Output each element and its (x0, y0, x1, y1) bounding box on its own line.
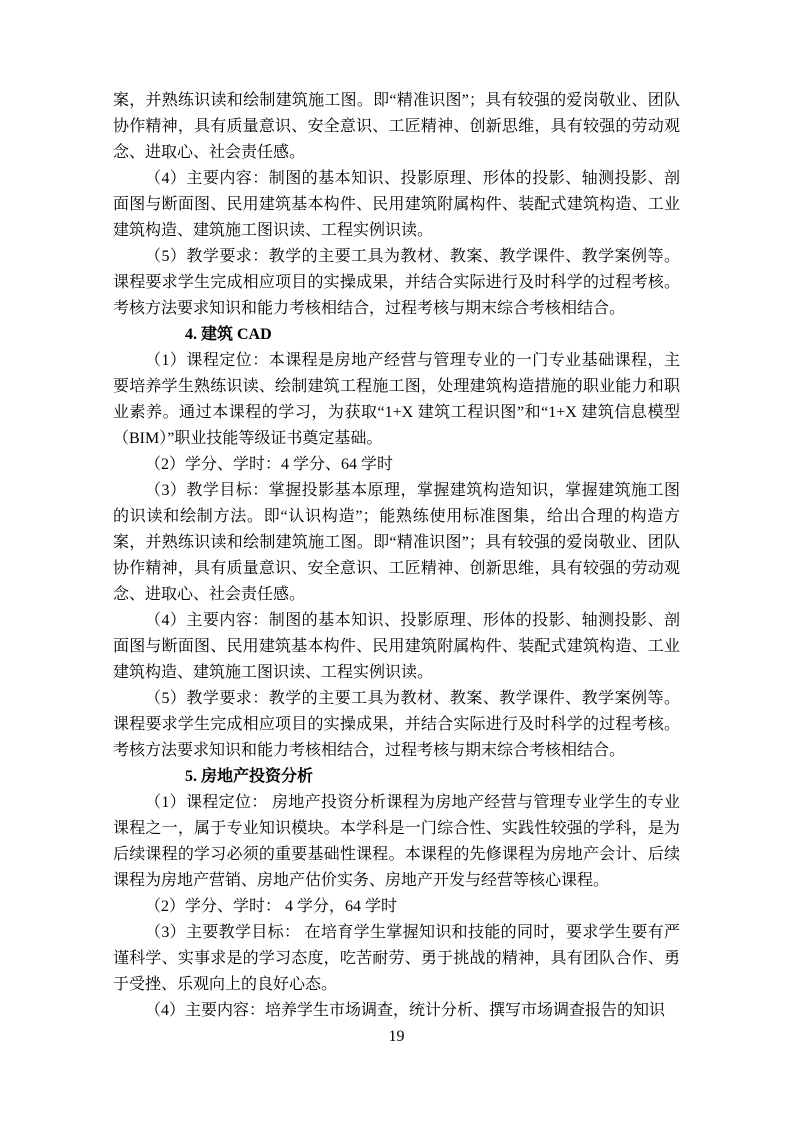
paragraph: （1）课程定位：本课程是房地产经营与管理专业的一门专业基础课程，主要培养学生熟练识读、绘制建筑工程施工图，处理建筑构造措施的职业能力和职业素养。通过本课程的学习，为获取“1+X 建筑工程识图”和“1+X 建筑信息模型（BIM）”职业技能等级证书奠定基础。 (113, 352, 680, 447)
paragraph: 案，并熟练识读和绘制建筑施工图。即“精准识图”；具有较强的爱岗敬业、团队协作精神，具有质量意识、安全意识、工匠精神、创新思维，具有较强的劳动观念、进取心、社会责任感。 (113, 92, 680, 161)
paragraph: （4）主要内容：制图的基本知识、投影原理、形体的投影、轴测投影、剖面图与断面图、民用建筑基本构件、民用建筑附属构件、装配式建筑构造、工业建筑构造、建筑施工图识读、工程实例识读。 (113, 612, 680, 681)
section-heading: 5. 房地产投资分析 (185, 768, 314, 785)
page-number: 19 (388, 1028, 405, 1045)
paragraph: （1）课程定位： 房地产投资分析课程为房地产经营与管理专业学生的专业课程之一，属于专业知识模块。本学科是一门综合性、实践性较强的学科，是为后续课程的学习必须的重要基础性课程。本课程的先修课程为房地产会计、后续课程为房地产营销、房地产估价实务、房地产开发与经营等核心课程。 (113, 794, 680, 889)
paragraph: （2）学分、学时：4 学分、64 学时 (145, 456, 394, 473)
section-heading: 4. 建筑 CAD (185, 326, 272, 343)
paragraph: （4）主要内容：制图的基本知识、投影原理、形体的投影、轴测投影、剖面图与断面图、民用建筑基本构件、民用建筑附属构件、装配式建筑构造、工业建筑构造、建筑施工图识读、工程实例识读。 (113, 170, 680, 239)
paragraph: （5）教学要求：教学的主要工具为教材、教案、教学课件、教学案例等。课程要求学生完成相应项目的实操成果，并结合实际进行及时科学的过程考核。考核方法要求知识和能力考核相结合，过程考核与期末综合考核相结合。 (113, 690, 680, 759)
paragraph: （3）教学目标：掌握投影基本原理，掌握建筑构造知识，掌握建筑施工图的识读和绘制方法。即“认识构造”；能熟练使用标准图集，给出合理的构造方案，并熟练识读和绘制建筑施工图。即“精准识图”；具有较强的爱岗敬业、团队协作精神，具有质量意识、安全意识、工匠精神、创新思维，具有较强的劳动观念、进取心、社会责任感。 (113, 482, 680, 603)
paragraph: （2）学分、学时： 4 学分，64 学时 (145, 898, 398, 915)
paragraph: （5）教学要求：教学的主要工具为教材、教案、教学课件、教学案例等。课程要求学生完成相应项目的实操成果，并结合实际进行及时科学的过程考核。考核方法要求知识和能力考核相结合，过程考核与期末综合考核相结合。 (113, 248, 680, 317)
paragraph: （4）主要内容：培养学生市场调查，统计分析、撰写市场调查报告的知识 (145, 1002, 666, 1019)
document-body (113, 88, 680, 1024)
paragraph: （3）主要教学目标： 在培育学生掌握知识和技能的同时，要求学生要有严谨科学、实事求是的学习态度，吃苦耐劳、勇于挑战的精神，具有团队合作、勇于受挫、乐观向上的良好心态。 (113, 924, 680, 993)
